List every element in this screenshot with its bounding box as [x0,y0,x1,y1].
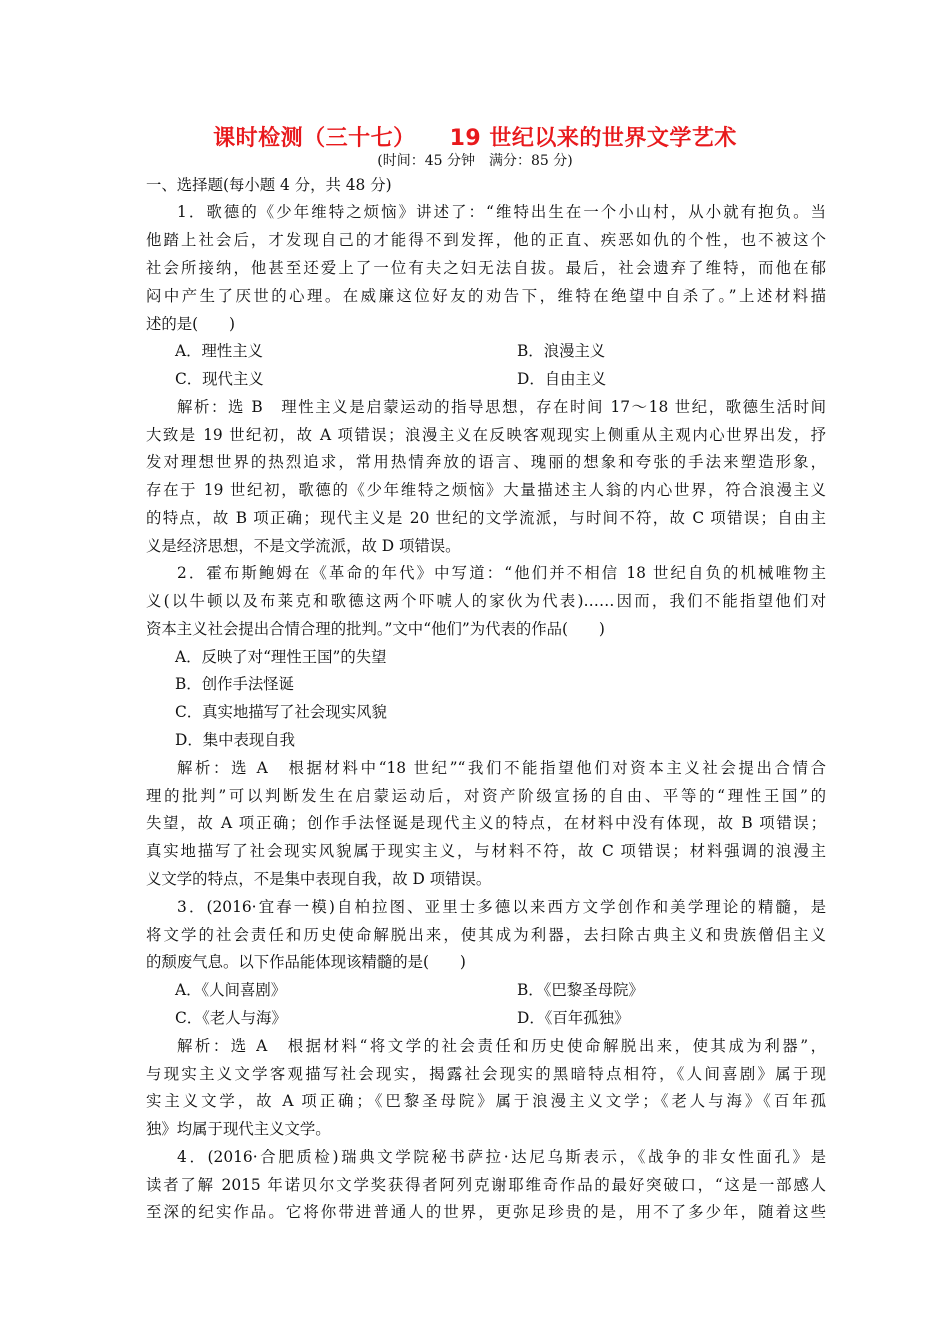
q1-analysis-5: 的特点，故 B 项正确；现代主义是 20 世纪的文学流派，与时间不符，故 C 项错误；自由主 [146,509,826,527]
q2-analysis-2: 理的批判”可以判断发生在启蒙运动后，对资产阶级宣扬的自由、平等的“理性王国”的 [146,787,826,805]
q2-option-c: C．真实地描写了社会现实风貌 [175,703,387,721]
exam-info: (时间：45 分钟 满分：85 分) [377,153,573,169]
q1-option-c: C．现代主义 [175,370,264,388]
q4-line-2: 读者了解 2015 年诺贝尔文学奖获得者阿列克谢耶维奇作品的最好突破口，“这是一部感人 [146,1176,826,1194]
q1-line-2: 他踏上社会后，才发现自己的才能得不到发挥，他的正直、疾恶如仇的个性，也不被这个 [146,231,826,249]
q1-analysis-1: 解析：选 B 理性主义是启蒙运动的指导思想，存在时间 17～18 世纪，歌德生活时间 [177,398,826,416]
q3-option-a: A．《人间喜剧》 [175,981,287,999]
q2-line-3: 资本主义社会提出合情合理的批判。”文中“他们”为代表的作品( ) [146,620,605,638]
q3-analysis-1: 解析：选 A 根据材料“将文学的社会责任和历史使命解脱出来，使其成为利器”， [177,1037,826,1055]
q4-line-3: 至深的纪实作品。它将你带进普通人的世界，更弥足珍贵的是，用不了多少年，随着这些 [146,1203,826,1221]
q3-option-b: B．《巴黎圣母院》 [517,981,644,999]
q2-analysis-4: 真实地描写了社会现实风貌属于现实主义，与材料不符，故 C 项错误；材料强调的浪漫主 [146,842,826,860]
q3-analysis-4: 独》均属于现代主义文学。 [146,1120,331,1138]
q1-option-a: A．理性主义 [175,342,264,360]
q2-option-b: B．创作手法怪诞 [175,675,295,693]
q1-line-3: 社会所接纳，他甚至还爱上了一位有夫之妇无法自拔。最后，社会遗弃了维特，而他在郁 [146,259,826,277]
q2-analysis-5: 义文学的特点，不是集中表现自我，故 D 项错误。 [146,870,492,888]
section-heading: 一、选择题(每小题 4 分，共 48 分) [146,176,392,194]
q1-analysis-4: 存在于 19 世纪初，歌德的《少年维特之烦恼》大量描述主人翁的内心世界，符合浪漫主义 [146,481,826,499]
page-title [0,121,950,152]
title-right: 19 世纪以来的世界文学艺术 [449,126,737,151]
q3-line-3: 的颓废气息。以下作品能体现该精髓的是( ) [146,953,466,971]
q1-line-1: 1．歌德的《少年维特之烦恼》讲述了：“维特出生在一个小山村，从小就有抱负。当 [177,203,826,221]
title-left: 课时检测（三十七） [213,126,416,151]
q3-line-1: 3．(2016·宜春一模)自柏拉图、亚里士多德以来西方文学创作和美学理论的精髓，是 [177,898,826,916]
q2-option-a: A．反映了对“理性王国”的失望 [175,648,387,666]
q4-line-1: 4．(2016·合肥质检)瑞典文学院秘书萨拉·达尼乌斯表示，《战争的非女性面孔》是 [177,1148,826,1166]
q3-option-c: C．《老人与海》 [175,1009,287,1027]
q1-option-d: D．自由主义 [517,370,607,388]
q2-analysis-1: 解析：选 A 根据材料中“18 世纪”“我们不能指望他们对资本主义社会提出合情合 [177,759,826,777]
q1-option-b: B．浪漫主义 [517,342,606,360]
q2-line-1: 2．霍布斯鲍姆在《革命的年代》中写道：“他们并不相信 18 世纪自负的机械唯物主 [177,564,826,582]
q1-line-5: 述的是( ) [146,315,235,333]
q3-option-d: D．《百年孤独》 [517,1009,630,1027]
q2-option-d: D．集中表现自我 [175,731,296,749]
q3-analysis-3: 实主义文学，故 A 项正确；《巴黎圣母院》属于浪漫主义文学；《老人与海》《百年孤 [146,1092,826,1110]
q1-analysis-3: 发对理想世界的热烈追求，常用热情奔放的语言、瑰丽的想象和夸张的手法来塑造形象， [146,453,826,471]
q2-analysis-3: 失望，故 A 项正确；创作手法怪诞是现代主义的特点，在材料中没有体现，故 B 项错误； [146,814,826,832]
q1-line-4: 闷中产生了厌世的心理。在威廉这位好友的劝告下，维特在绝望中自杀了。”上述材料描 [146,287,826,305]
q1-analysis-2: 大致是 19 世纪初，故 A 项错误；浪漫主义在反映客观现实上侧重从主观内心世界出发，抒 [146,426,826,444]
q3-analysis-2: 与现实主义文学客观描写社会现实，揭露社会现实的黑暗特点相符，《人间喜剧》属于现 [146,1065,826,1083]
q1-analysis-6: 义是经济思想，不是文学流派，故 D 项错误。 [146,537,461,555]
q2-line-2: 义(以牛顿以及布莱克和歌德这两个吓唬人的家伙为代表)……因而，我们不能指望他们对 [146,592,826,610]
q3-line-2: 将文学的社会责任和历史使命解脱出来，使其成为利器，去扫除古典主义和贵族僧侣主义 [146,926,826,944]
